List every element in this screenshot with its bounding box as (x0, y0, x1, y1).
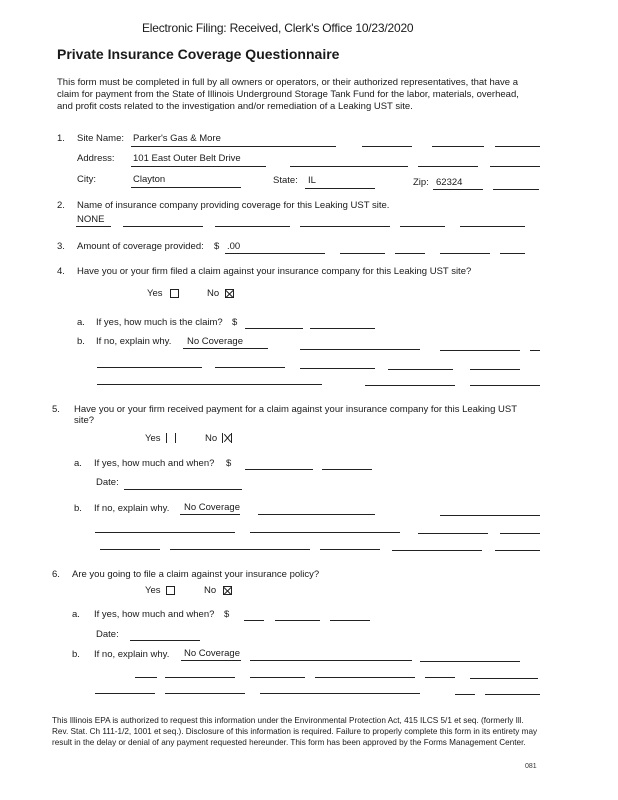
q4-number: 4. (57, 266, 65, 277)
q3-dollar-sign: $ (214, 241, 220, 252)
q4b-answer[interactable]: No Coverage (187, 336, 243, 347)
q4b-letter: b. (77, 336, 85, 347)
q6a-question: If yes, how much and when? (94, 609, 215, 620)
q5-number: 5. (52, 404, 60, 415)
q6-no-label: No (204, 585, 217, 596)
q6-yes-label: Yes (145, 585, 161, 596)
q5a-dollar-sign: $ (226, 458, 232, 469)
q4-yes-checkbox[interactable] (170, 289, 179, 298)
page-mark: 081 (525, 763, 537, 770)
q6-date-label: Date: (96, 629, 119, 640)
city-label: City: (77, 174, 96, 185)
q3-answer[interactable]: .00 (227, 241, 241, 252)
q5-question-line1: Have you or your firm received payment for a claim against your insurance company for this Leaking UST (74, 404, 518, 415)
q5-yes-checkbox[interactable] (166, 433, 176, 443)
q6a-dollar-sign: $ (224, 609, 230, 620)
q4-no-checkbox[interactable] (225, 289, 234, 298)
site-name-label: Site Name: (77, 133, 124, 144)
q6-no-checkbox[interactable] (223, 586, 232, 595)
q4a-dollar-sign: $ (232, 317, 238, 328)
q4b-question: If no, explain why. (96, 336, 172, 347)
address-value[interactable]: 101 East Outer Belt Drive (133, 153, 241, 164)
q4-no-label: No (207, 288, 220, 299)
q2-number: 2. (57, 200, 65, 211)
q6-yes-checkbox[interactable] (166, 586, 175, 595)
state-label: State: (273, 175, 298, 186)
zip-label: Zip: (413, 177, 429, 188)
q5a-question: If yes, how much and when? (94, 458, 215, 469)
q5-no-checkbox[interactable] (222, 433, 232, 443)
q6b-answer[interactable]: No Coverage (184, 648, 240, 659)
q5-yes-label: Yes (145, 433, 161, 444)
q2-question: Name of insurance company providing coverage for this Leaking UST site. (77, 200, 390, 211)
q6-question: Are you going to file a claim against your insurance policy? (72, 569, 320, 580)
q6-number: 6. (52, 569, 60, 580)
state-value[interactable]: IL (308, 175, 316, 186)
q5-date-label: Date: (96, 477, 119, 488)
zip-value[interactable]: 62324 (436, 177, 463, 188)
q4a-letter: a. (77, 317, 85, 328)
q3-number: 3. (57, 241, 65, 252)
form-title: Private Insurance Coverage Questionnaire (57, 46, 340, 62)
q2-answer[interactable]: NONE (77, 214, 105, 225)
q5-question-line2: site? (74, 415, 95, 426)
q3-question: Amount of coverage provided: (77, 241, 204, 252)
q6b-question: If no, explain why. (94, 649, 170, 660)
q5a-letter: a. (74, 458, 82, 469)
legal-footer: This Illinois EPA is authorized to request this information under the Environmental Protection Act, 415 ILCS 5/1 et seq. (formerly Ill. Rev. Stat. Ch 111-1/2, 1001 et seq.). Disclosure of this information is required. Failure to properly complete this form in its entirety may result in the delay or denial of any payment requested hereunder. This form has been approved by the Forms Management Center. (52, 716, 538, 747)
address-label: Address: (77, 153, 115, 164)
q6b-letter: b. (72, 649, 80, 660)
q5-no-label: No (205, 433, 218, 444)
q1-number: 1. (57, 133, 65, 144)
intro-paragraph: This form must be completed in full by all owners or operators, or their authorized representatives, that have a claim for payment from the State of Illinois Underground Storage Tank Fund for the labor, materials, overhead, and profit costs related to the investigation and/or remediation of a Leaking UST site. (57, 77, 519, 112)
q5b-answer[interactable]: No Coverage (184, 502, 240, 513)
filing-stamp: Electronic Filing: Received, Clerk's Office 10/23/2020 (142, 21, 414, 35)
q5b-question: If no, explain why. (94, 503, 170, 514)
q6a-letter: a. (72, 609, 80, 620)
site-name-value[interactable]: Parker's Gas & More (133, 133, 221, 144)
q4-yes-label: Yes (147, 288, 163, 299)
city-value[interactable]: Clayton (133, 174, 166, 185)
q4a-question: If yes, how much is the claim? (96, 317, 223, 328)
q4-question: Have you or your firm filed a claim against your insurance company for this Leaking UST site? (77, 266, 472, 277)
q5b-letter: b. (74, 503, 82, 514)
